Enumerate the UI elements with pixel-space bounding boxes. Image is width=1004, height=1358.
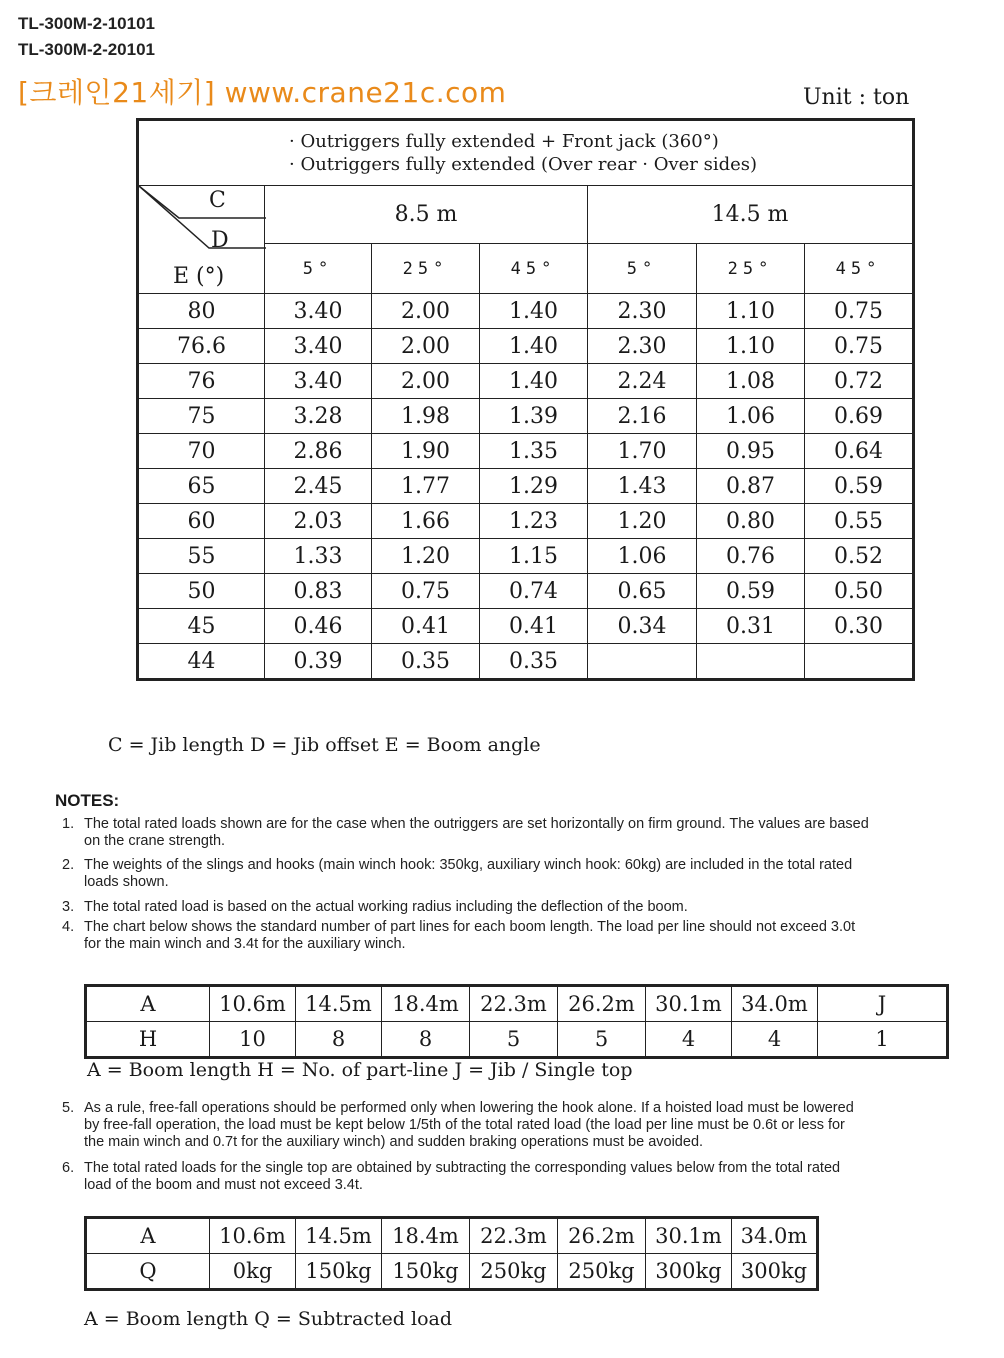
load-value-cell: 0.75 [805,329,914,364]
note-number: 4. [62,919,75,935]
note-line: The total rated loads for the single top are obtained by subtracting the corresponding values below from the total rated [84,1160,841,1176]
note-line: loads shown. [84,874,169,890]
part-line-cell: 14.5m [296,986,382,1022]
load-value-cell: 0.55 [805,504,914,539]
part-line-cell: 4 [732,1022,818,1058]
model-code-1: TL-300M-2-10101 [18,14,156,33]
load-value-cell: 0.87 [697,469,805,504]
boom-angle-cell: 76 [138,364,265,399]
load-value-cell: 0.41 [372,609,480,644]
legend-aq: A = Boom length Q = Subtracted load [84,1308,453,1330]
load-value-cell: 2.00 [372,364,480,399]
note-item [62,857,992,891]
note-number: 5. [62,1100,75,1116]
subtracted-load-cell: 34.0m [732,1218,818,1254]
subtracted-load-cell: A [86,1218,210,1254]
conditions-cell [138,120,914,186]
note-item [62,1100,992,1151]
load-value-cell: 0.52 [805,539,914,574]
corner-label-c: C [209,188,226,213]
load-value-cell [588,644,697,680]
boom-angle-cell: 44 [138,644,265,680]
load-value-cell: 0.65 [588,574,697,609]
load-value-cell: 0.50 [805,574,914,609]
load-value-cell: 1.33 [265,539,372,574]
jib-length-8-5: 8.5 m [265,186,588,244]
subtracted-load-cell: 250kg [558,1254,646,1290]
load-value-cell: 1.40 [480,294,588,329]
part-line-cell: 1 [818,1022,948,1058]
table-row [86,986,948,1022]
note-line: by free-fall operation, the load must be kept below 1/5th of the total rated load (the load per line must be 0.6t or less for [84,1117,845,1133]
boom-angle-cell: 50 [138,574,265,609]
note-item [62,816,992,850]
load-value-cell: 0.76 [697,539,805,574]
load-value-cell: 2.30 [588,329,697,364]
load-value-cell: 0.95 [697,434,805,469]
table-row [138,364,914,399]
note-line: The total rated loads shown are for the case when the outriggers are set horizontally on firm ground. The values are based [84,816,869,832]
part-line-table [84,984,949,1059]
note-line: The weights of the slings and hooks (main winch hook: 350kg, auxiliary winch hook: 60kg) are included in the total rated [84,857,853,873]
note-line: the main winch and 0.7t for the auxiliary winch) and sudden braking operations must be avoided. [84,1134,704,1150]
load-value-cell: 1.23 [480,504,588,539]
load-value-cell: 1.20 [588,504,697,539]
load-value-cell: 1.06 [588,539,697,574]
load-value-cell: 0.75 [372,574,480,609]
table-row [138,504,914,539]
load-value-cell: 0.83 [265,574,372,609]
load-value-cell: 0.74 [480,574,588,609]
corner-label-d: D [211,228,229,253]
boom-angle-cell: 76.6 [138,329,265,364]
load-value-cell: 1.35 [480,434,588,469]
offset-header: 5° [265,244,372,294]
load-value-cell: 1.15 [480,539,588,574]
load-value-cell: 0.69 [805,399,914,434]
load-value-cell: 0.31 [697,609,805,644]
load-value-cell: 2.86 [265,434,372,469]
boom-angle-cell: 75 [138,399,265,434]
note-number: 3. [62,899,75,915]
legend-cde: C = Jib length D = Jib offset E = Boom angle [108,734,541,756]
table-row [138,399,914,434]
table-row [138,434,914,469]
subtracted-load-cell: 0kg [210,1254,296,1290]
table-row [138,469,914,504]
table-row [138,329,914,364]
load-value-cell: 1.66 [372,504,480,539]
load-value-cell: 0.39 [265,644,372,680]
table-row [138,539,914,574]
offset-header: 25° [372,244,480,294]
note-number: 2. [62,857,75,873]
load-value-cell: 2.03 [265,504,372,539]
note-line: The total rated load is based on the actual working radius including the deflection of the boom. [84,899,688,915]
part-line-cell: 5 [558,1022,646,1058]
load-value-cell: 0.80 [697,504,805,539]
load-value-cell: 0.75 [805,294,914,329]
note-number: 6. [62,1160,75,1176]
site-watermark: [크레인21세기] www.crane21c.com [18,76,507,109]
table-row [138,574,914,609]
table-row [138,609,914,644]
condition-line-1: · Outriggers fully extended + Front jack (360°) [289,131,719,152]
corner-header [138,186,265,294]
load-value-cell: 0.30 [805,609,914,644]
subtracted-load-cell: 22.3m [470,1218,558,1254]
part-line-cell: 26.2m [558,986,646,1022]
part-line-cell: 10.6m [210,986,296,1022]
note-item [62,919,992,953]
rated-load-table [136,118,915,681]
part-line-cell: 4 [646,1022,732,1058]
part-line-cell: 30.1m [646,986,732,1022]
part-line-cell: A [86,986,210,1022]
part-line-cell: 5 [470,1022,558,1058]
load-value-cell: 1.90 [372,434,480,469]
load-value-cell: 3.40 [265,364,372,399]
subtracted-load-table [84,1216,819,1291]
table-row [138,294,914,329]
load-value-cell: 2.16 [588,399,697,434]
part-line-cell: 10 [210,1022,296,1058]
note-line: The chart below shows the standard number of part lines for each boom length. The load per line should not exceed 3.0t [84,919,856,935]
table-row [86,1022,948,1058]
offset-header: 5° [588,244,697,294]
load-value-cell: 2.30 [588,294,697,329]
load-value-cell: 1.40 [480,329,588,364]
load-value-cell: 0.64 [805,434,914,469]
note-line: As a rule, free-fall operations should be performed only when lowering the hook alone. If a hoisted load must be lowered [84,1100,854,1116]
subtracted-load-cell: 150kg [296,1254,382,1290]
part-line-cell: 18.4m [382,986,470,1022]
part-line-cell: 22.3m [470,986,558,1022]
subtracted-load-cell: 18.4m [382,1218,470,1254]
part-line-cell: 8 [382,1022,470,1058]
boom-angle-cell: 70 [138,434,265,469]
note-line: for the main winch and 3.4t for the auxiliary winch. [84,936,406,952]
subtracted-load-cell: 300kg [646,1254,732,1290]
boom-angle-cell: 65 [138,469,265,504]
part-line-cell: H [86,1022,210,1058]
corner-label-e: E (°) [173,264,225,289]
load-value-cell: 3.40 [265,294,372,329]
load-value-cell: 1.43 [588,469,697,504]
load-value-cell: 1.10 [697,294,805,329]
subtracted-load-cell: 14.5m [296,1218,382,1254]
table-row [138,644,914,680]
load-value-cell: 1.70 [588,434,697,469]
note-line: load of the boom and must not exceed 3.4t. [84,1177,363,1193]
load-value-cell: 1.40 [480,364,588,399]
subtracted-load-cell: 30.1m [646,1218,732,1254]
boom-angle-cell: 80 [138,294,265,329]
load-value-cell: 0.72 [805,364,914,399]
load-value-cell: 1.06 [697,399,805,434]
subtracted-load-cell: 250kg [470,1254,558,1290]
offset-header: 25° [697,244,805,294]
jib-length-14-5: 14.5 m [588,186,914,244]
boom-angle-cell: 45 [138,609,265,644]
table-row [86,1254,818,1290]
load-value-cell [697,644,805,680]
load-value-cell: 2.24 [588,364,697,399]
load-value-cell: 2.00 [372,294,480,329]
subtracted-load-cell: 26.2m [558,1218,646,1254]
load-value-cell: 1.20 [372,539,480,574]
load-value-cell: 2.00 [372,329,480,364]
note-line: on the crane strength. [84,833,226,849]
table-row [86,1218,818,1254]
load-value-cell: 1.10 [697,329,805,364]
load-value-cell: 0.35 [372,644,480,680]
load-value-cell: 0.41 [480,609,588,644]
load-value-cell: 2.45 [265,469,372,504]
load-value-cell: 0.35 [480,644,588,680]
load-value-cell: 1.77 [372,469,480,504]
load-value-cell: 3.28 [265,399,372,434]
load-value-cell: 3.40 [265,329,372,364]
boom-angle-cell: 55 [138,539,265,574]
load-value-cell: 0.46 [265,609,372,644]
unit-label: Unit : ton [803,85,910,110]
model-code-2: TL-300M-2-20101 [18,40,156,59]
subtracted-load-cell: 10.6m [210,1218,296,1254]
note-number: 1. [62,816,75,832]
subtracted-load-cell: Q [86,1254,210,1290]
load-value-cell: 1.08 [697,364,805,399]
part-line-cell: J [818,986,948,1022]
subtracted-load-cell: 150kg [382,1254,470,1290]
load-value-cell: 0.59 [805,469,914,504]
note-item [62,1160,992,1194]
notes-title: NOTES: [55,791,120,810]
condition-line-2: · Outriggers fully extended (Over rear · Over sides) [289,154,758,175]
part-line-cell: 8 [296,1022,382,1058]
load-value-cell: 1.98 [372,399,480,434]
offset-header: 45° [805,244,914,294]
load-value-cell: 0.34 [588,609,697,644]
offset-header: 45° [480,244,588,294]
subtracted-load-cell: 300kg [732,1254,818,1290]
note-item [62,899,992,916]
boom-angle-cell: 60 [138,504,265,539]
load-value-cell: 0.59 [697,574,805,609]
legend-ahj: A = Boom length H = No. of part-line J = Jib / Single top [87,1059,633,1081]
load-value-cell [805,644,914,680]
load-value-cell: 1.29 [480,469,588,504]
part-line-cell: 34.0m [732,986,818,1022]
load-value-cell: 1.39 [480,399,588,434]
